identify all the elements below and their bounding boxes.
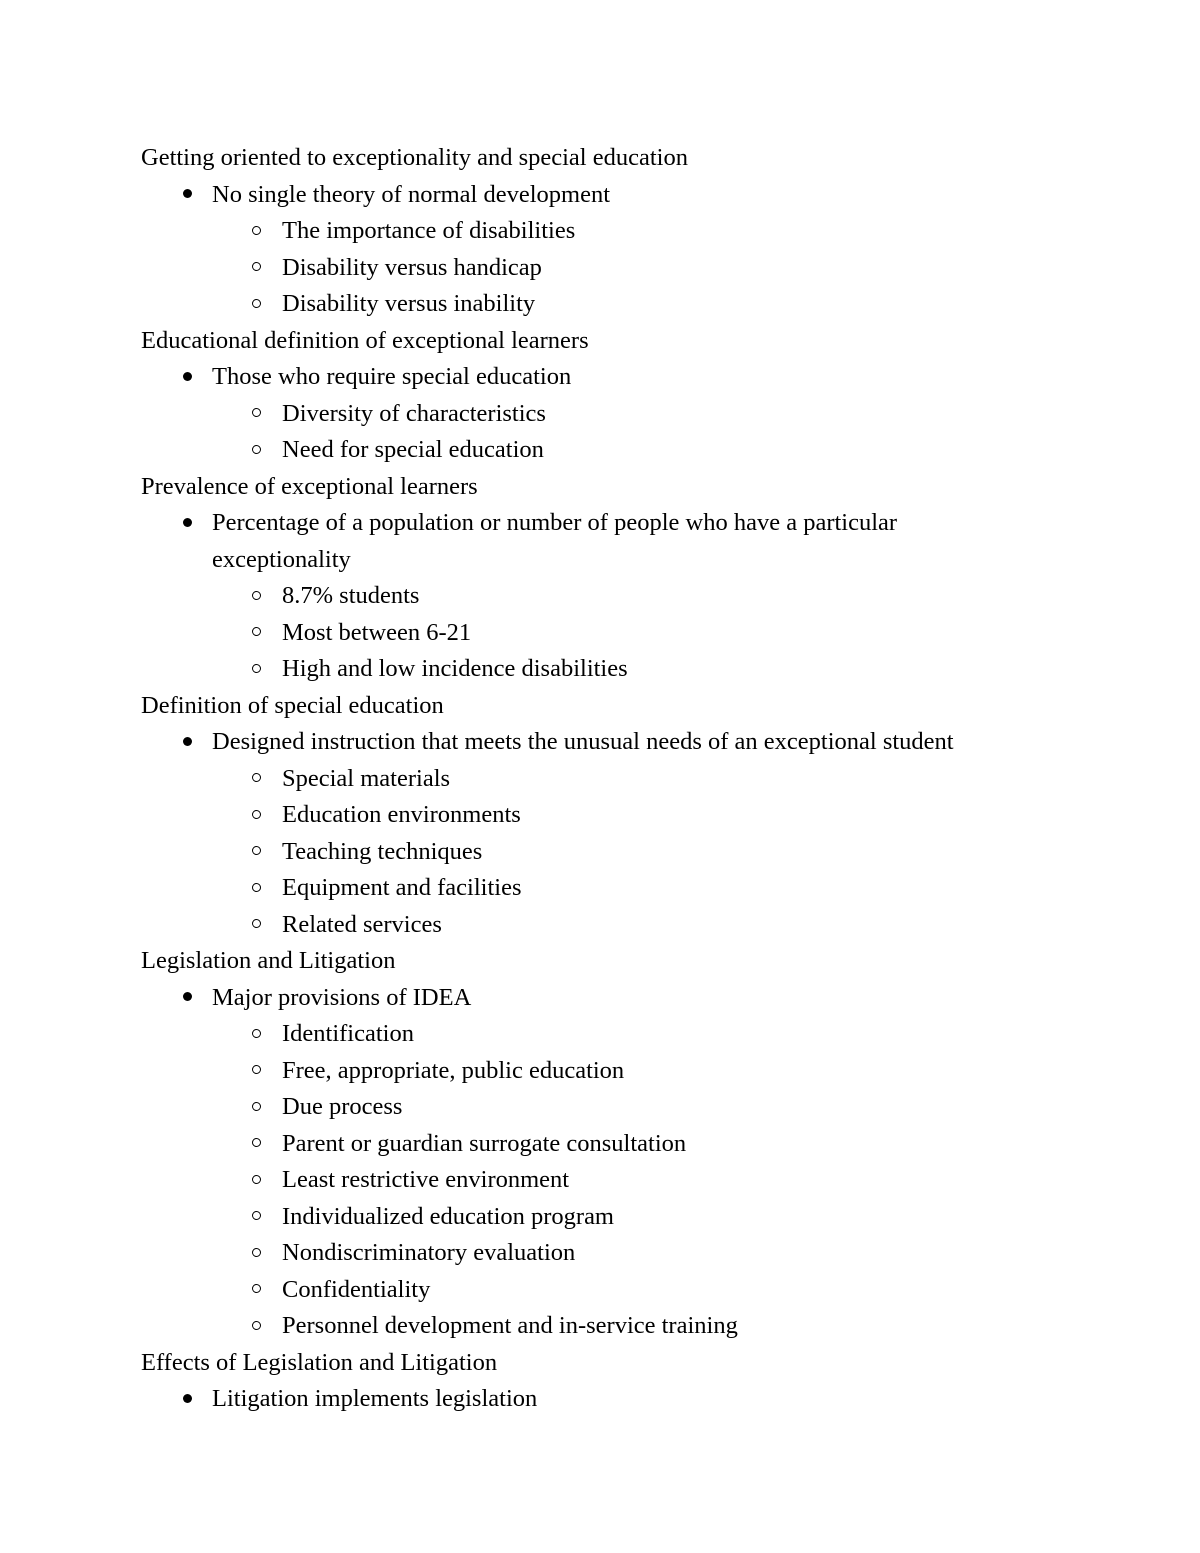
hollow-bullet-icon: [249, 1272, 263, 1309]
sub-bullet-text: Personnel development and in-service training: [282, 1312, 738, 1339]
hollow-bullet-icon: [249, 286, 263, 323]
sub-bullet-item: [141, 1053, 1081, 1090]
hollow-bullet-icon: [249, 651, 263, 688]
hollow-bullet-icon: [249, 250, 263, 287]
hollow-bullet-icon: [249, 213, 263, 250]
sub-bullet-item: [141, 396, 1081, 433]
sub-bullet-text: Most between 6-21: [282, 618, 472, 646]
hollow-bullet-icon: [249, 578, 263, 615]
section-heading: Effects of Legislation and Litigation: [141, 1348, 498, 1376]
hollow-bullet-icon: [249, 1162, 263, 1199]
sub-bullet-text: The importance of disabilities: [282, 217, 576, 244]
hollow-bullet-icon: [249, 615, 263, 652]
sub-bullet-item: [141, 1308, 1081, 1345]
section-heading: Prevalence of exceptional learners: [141, 472, 478, 500]
hollow-bullet-icon: [249, 907, 263, 944]
sub-bullet-item: [141, 1016, 1081, 1053]
filled-bullet-icon: [181, 1381, 193, 1418]
bullet-text: Designed instruction that meets the unusual needs of an exceptional student: [212, 728, 954, 755]
sub-bullet-item: [141, 870, 1081, 907]
section-heading: Legislation and Litigation: [141, 947, 396, 974]
sub-bullet-text: Parent or guardian surrogate consultation: [282, 1129, 687, 1157]
hollow-bullet-icon: [249, 834, 263, 871]
hollow-bullet-icon: [249, 396, 263, 433]
sub-bullet-text: Education environments: [282, 801, 521, 828]
sub-bullet-text: Special materials: [282, 764, 451, 792]
sub-bullet-text: Individualized education program: [282, 1202, 614, 1230]
sub-bullet-item: [141, 1126, 1081, 1163]
sub-bullet-text: Least restrictive environment: [282, 1166, 570, 1193]
sub-bullet-item: [141, 213, 1081, 250]
sub-bullet-item: [141, 615, 1081, 652]
sub-bullet-item: [141, 1199, 1081, 1236]
sub-bullet-text: Identification: [282, 1020, 414, 1047]
sub-bullet-text: Due process: [282, 1093, 403, 1120]
hollow-bullet-icon: [249, 1016, 263, 1053]
bullet-item: [141, 177, 1081, 214]
sub-bullet-item: [141, 578, 1081, 615]
sub-bullet-item: [141, 1272, 1081, 1309]
section-heading: Educational definition of exceptional learners: [141, 326, 589, 354]
hollow-bullet-icon: [249, 761, 263, 798]
bullet-item: [141, 505, 1012, 578]
bullet-item: [141, 724, 1081, 761]
sub-bullet-item: [141, 1089, 1081, 1126]
document-body: [141, 140, 1081, 1418]
bullet-text: Percentage of a population or number of people who have a particular exceptionality: [212, 509, 898, 573]
filled-bullet-icon: [181, 359, 193, 396]
bullet-text: Litigation implements legislation: [212, 1385, 538, 1412]
hollow-bullet-icon: [249, 432, 263, 469]
bullet-text: No single theory of normal development: [212, 180, 611, 208]
sub-bullet-text: Nondiscriminatory evaluation: [282, 1239, 576, 1266]
filled-bullet-icon: [181, 177, 193, 214]
sub-bullet-item: [141, 907, 1081, 944]
hollow-bullet-icon: [249, 1199, 263, 1236]
sub-bullet-item: [141, 250, 1081, 287]
filled-bullet-icon: [181, 980, 193, 1017]
sub-bullet-item: [141, 834, 1081, 871]
sub-bullet-text: Free, appropriate, public education: [282, 1056, 625, 1084]
filled-bullet-icon: [181, 505, 193, 542]
hollow-bullet-icon: [249, 1308, 263, 1345]
sub-bullet-item: [141, 651, 1081, 688]
section-heading: Definition of special education: [141, 691, 444, 719]
sub-bullet-text: Equipment and facilities: [282, 874, 522, 901]
hollow-bullet-icon: [249, 870, 263, 907]
bullet-item: [141, 1381, 1081, 1418]
sub-bullet-text: High and low incidence disabilities: [282, 655, 628, 682]
filled-bullet-icon: [181, 724, 193, 761]
sub-bullet-text: Disability versus handicap: [282, 253, 542, 281]
section-heading: Getting oriented to exceptionality and special education: [141, 144, 688, 171]
sub-bullet-item: [141, 761, 1081, 798]
sub-bullet-text: Confidentiality: [282, 1275, 431, 1303]
hollow-bullet-icon: [249, 1089, 263, 1126]
sub-bullet-text: Teaching techniques: [282, 837, 483, 865]
sub-bullet-item: [141, 1235, 1081, 1272]
hollow-bullet-icon: [249, 797, 263, 834]
hollow-bullet-icon: [249, 1235, 263, 1272]
sub-bullet-text: Need for special education: [282, 436, 544, 463]
sub-bullet-item: [141, 797, 1081, 834]
bullet-item: [141, 980, 1081, 1017]
sub-bullet-text: Disability versus inability: [282, 290, 536, 317]
bullet-text: Major provisions of IDEA: [212, 983, 472, 1011]
hollow-bullet-icon: [249, 1053, 263, 1090]
sub-bullet-text: 8.7% students: [282, 582, 420, 609]
bullet-item: [141, 359, 1081, 396]
bullet-text: Those who require special education: [212, 363, 572, 390]
sub-bullet-text: Diversity of characteristics: [282, 399, 546, 427]
hollow-bullet-icon: [249, 1126, 263, 1163]
sub-bullet-item: [141, 1162, 1081, 1199]
sub-bullet-text: Related services: [282, 910, 442, 938]
sub-bullet-item: [141, 432, 1081, 469]
sub-bullet-item: [141, 286, 1081, 323]
